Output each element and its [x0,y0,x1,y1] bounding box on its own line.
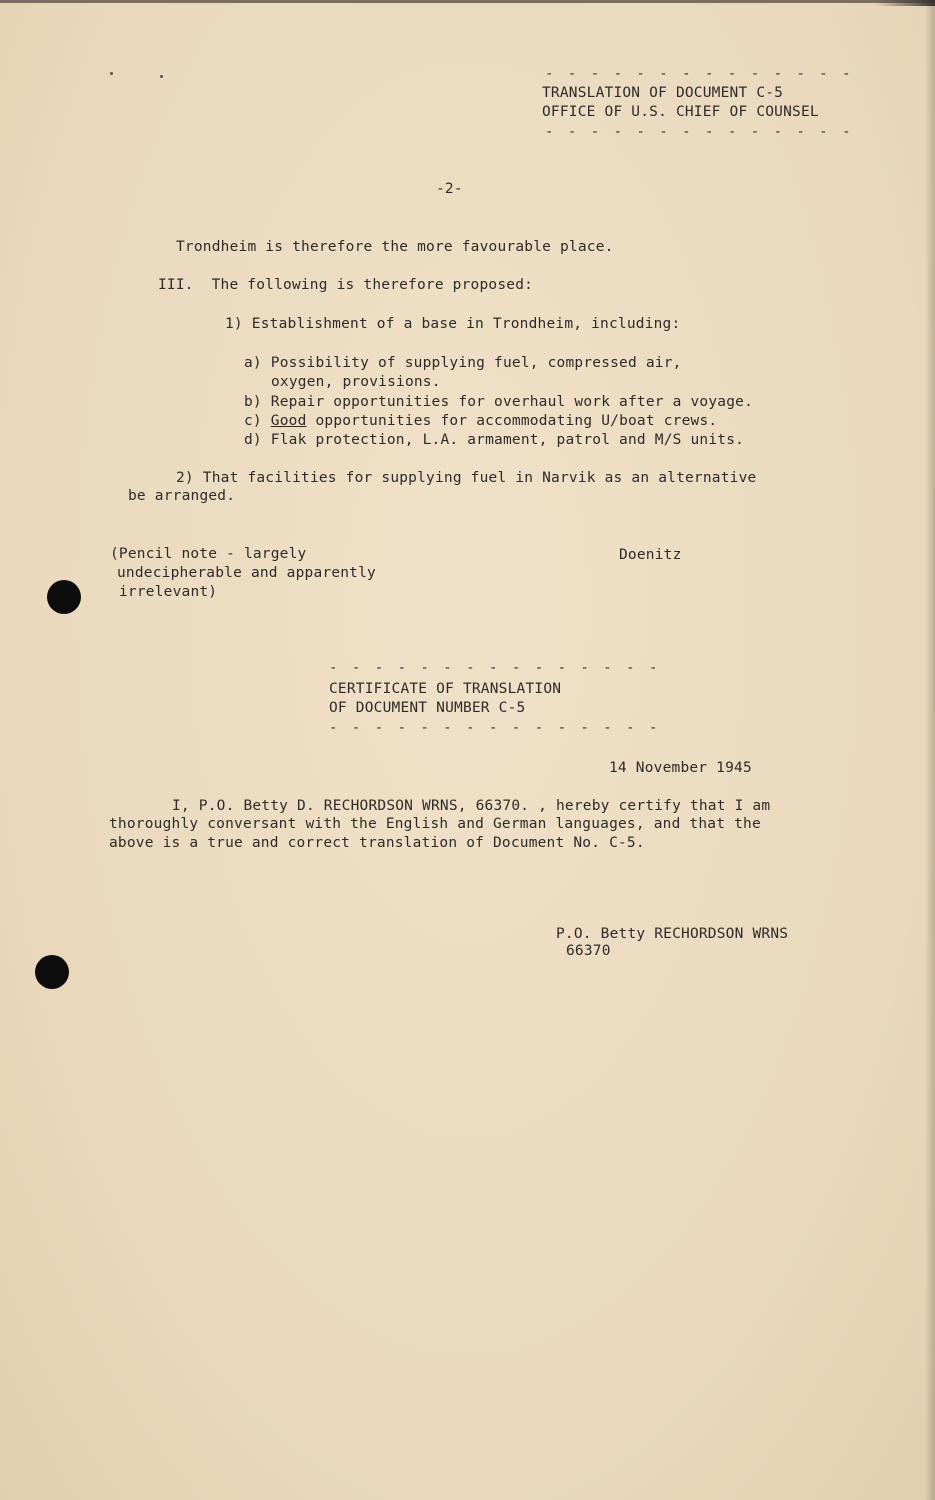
punch-hole [35,955,69,989]
certificate-title-line-1: CERTIFICATE OF TRANSLATION [329,681,562,697]
paragraph-1: Trondheim is therefore the more favourable place. [176,239,614,255]
page-number: -2- [436,181,463,197]
header-dashes-top: - - - - - - - - - - - - - - [545,66,854,82]
page-top-edge [0,0,935,3]
certificate-signature-line-1: P.O. Betty RECHORDSON WRNS [556,926,789,942]
signatory-name: Doenitz [619,547,682,563]
certificate-title-line-2: OF DOCUMENT NUMBER C-5 [329,700,526,716]
certificate-statement-line-1: I, P.O. Betty D. RECHORDSON WRNS, 66370. , hereby certify that I am [172,798,771,814]
section-3-heading: III. The following is therefore proposed: [158,277,534,293]
item-a-line-1: a) Possibility of supplying fuel, compressed air, [244,355,682,371]
item-c-prefix: c) [244,413,271,429]
page-right-edge [925,0,935,1500]
ink-speck [160,75,163,78]
item-c [244,412,717,430]
certificate-dashes-bottom: - - - - - - - - - - - - - - - [329,720,661,736]
header-line-1: TRANSLATION OF DOCUMENT C-5 [542,85,784,101]
pencil-note-line-3: irrelevant) [119,584,218,600]
header-dashes-bottom: - - - - - - - - - - - - - - [545,124,854,140]
proposal-item-2-line-2: be arranged. [128,488,236,504]
certificate-statement-line-3: above is a true and correct translation of Document No. C-5. [109,835,645,851]
certificate-date: 14 November 1945 [609,760,752,776]
certificate-statement-line-2: thoroughly conversant with the English and German languages, and that the [109,816,761,832]
certificate-dashes-top: - - - - - - - - - - - - - - - [329,660,661,676]
certificate-signature-line-2: 66370 [566,943,611,959]
proposal-item-1: 1) Establishment of a base in Trondheim, including: [225,316,681,332]
item-b: b) Repair opportunities for overhaul work after a voyage. [244,394,753,410]
item-a-line-2: oxygen, provisions. [271,374,441,390]
punch-hole [47,580,81,614]
item-d: d) Flak protection, L.A. armament, patrol and M/S units. [244,432,745,448]
pencil-note-line-1: (Pencil note - largely [110,546,307,562]
pencil-note-line-2: undecipherable and apparently [117,565,376,581]
item-c-underlined: Good [270,413,307,429]
item-c-rest: opportunities for accommodating U/boat crews. [306,413,718,429]
proposal-item-2-line-1: 2) That facilities for supplying fuel in Narvik as an alternative [176,470,757,486]
ink-speck [110,72,113,75]
header-line-2: OFFICE OF U.S. CHIEF OF COUNSEL [542,104,819,120]
